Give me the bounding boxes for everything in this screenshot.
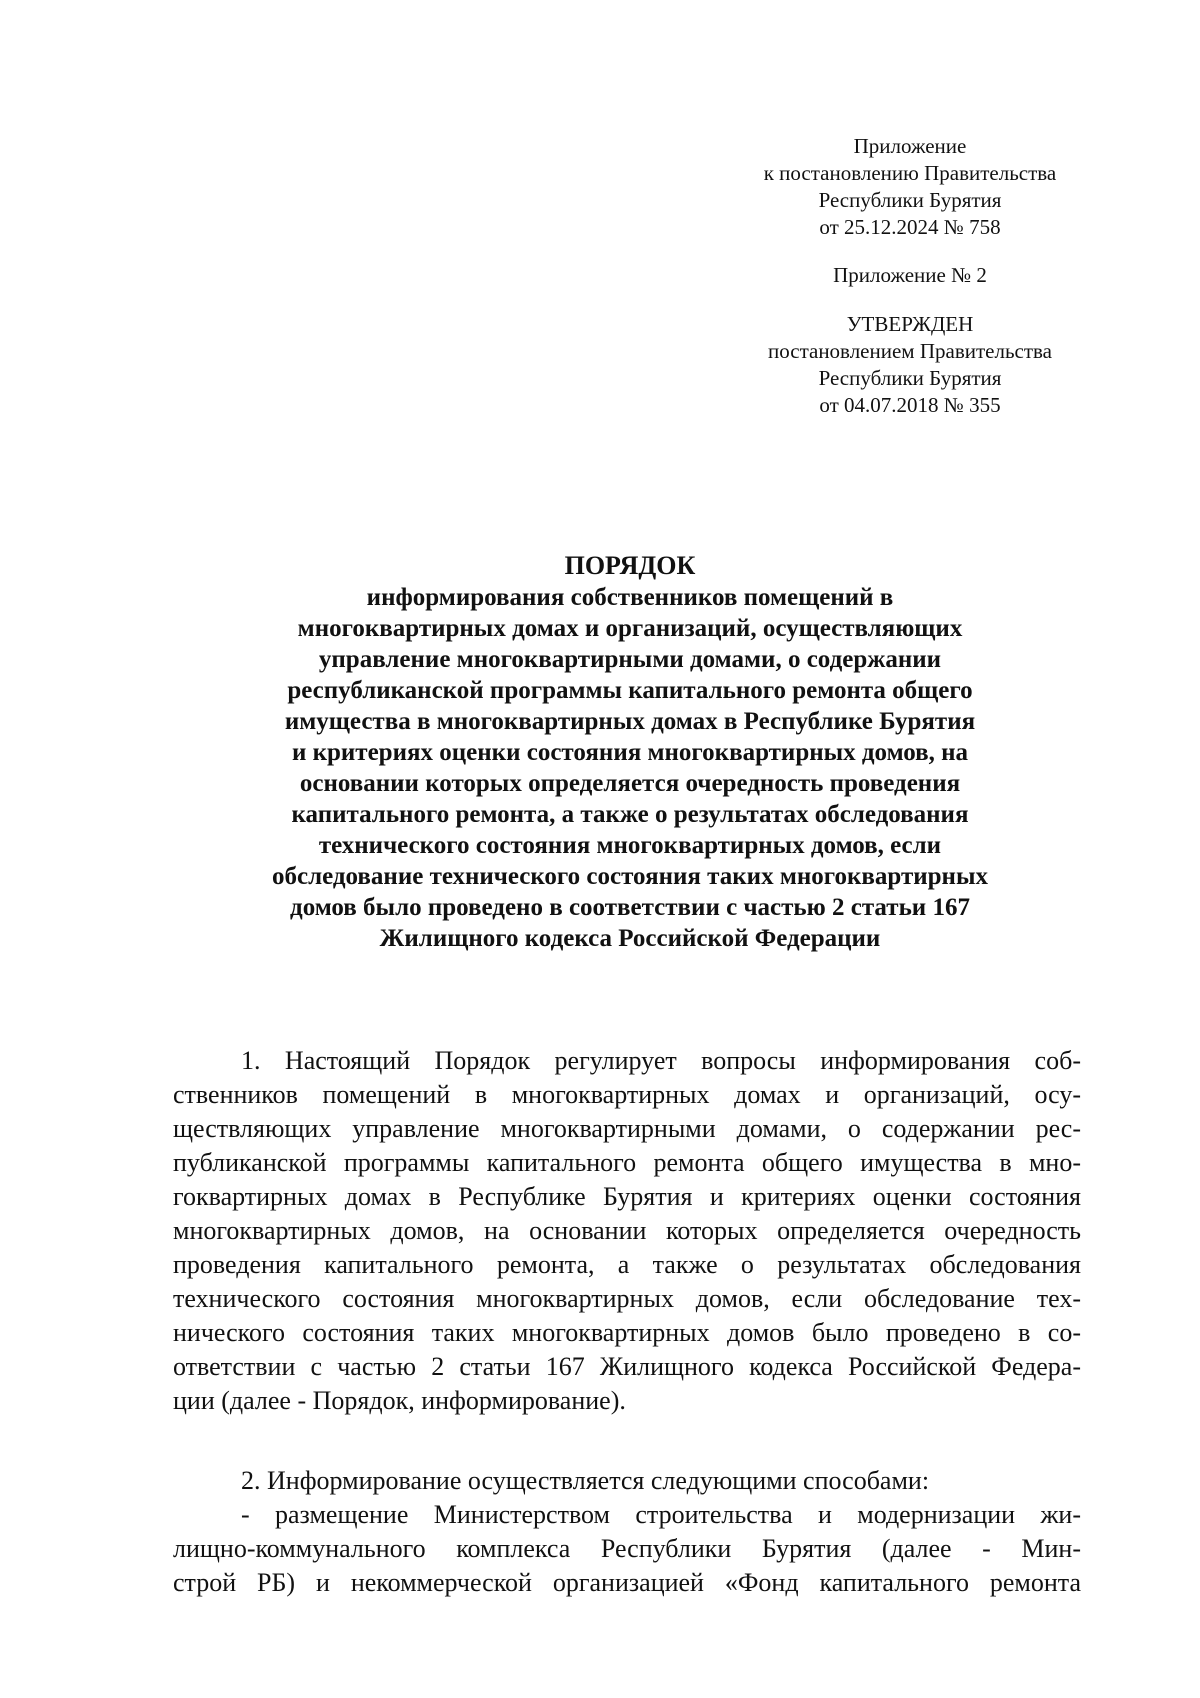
title-line: Жилищного кодекса Российской Федерации — [379, 925, 881, 952]
attachment-line: Республики Бурятия — [818, 188, 1002, 212]
paragraph-line: публиканской программы капитального ремонта общего имущества в мно- — [173, 1148, 1081, 1177]
title-line: имущества в многоквартирных домах в Республике Бурятия — [284, 708, 976, 735]
paragraph-line: проведения капитального ремонта, а также о результатах обследования — [173, 1250, 1081, 1279]
approved-line: УТВЕРЖДЕН — [846, 312, 974, 336]
title-line: капитального ремонта, а также о результатах обследования — [291, 801, 969, 828]
approved-line: от 04.07.2018 № 355 — [819, 393, 1001, 417]
paragraph-line: ции (далее - Порядок, информирование). — [173, 1386, 626, 1415]
title-line: основании которых определяется очередность проведения — [299, 770, 961, 797]
paragraph-line: ственников помещений в многоквартирных домах и организаций, осу- — [173, 1080, 1081, 1109]
title-line: технического состояния многоквартирных домов, если — [318, 832, 942, 859]
title-line: обследование технического состояния таких многоквартирных — [272, 863, 988, 890]
title-line: и критериях оценки состояния многоквартирных домов, на — [291, 739, 969, 766]
title-line: республиканской программы капитального ремонта общего — [287, 677, 973, 704]
title-line: информирования собственников помещений в — [366, 584, 894, 611]
title-line: многоквартирных домах и организаций, осуществляющих — [297, 615, 963, 642]
title-main: ПОРЯДОК — [564, 551, 696, 580]
paragraph-line: гоквартирных домах в Республике Бурятия и критериях оценки состояния — [173, 1182, 1081, 1211]
paragraph-line: 1. Настоящий Порядок регулирует вопросы информирования соб- — [241, 1046, 1081, 1075]
document-title — [150, 550, 1110, 954]
appendix-number-block — [700, 262, 1120, 289]
paragraph-line: строй РБ) и некоммерческой организацией «Фонд капитального ремонта — [173, 1568, 1081, 1597]
attachment-line: к постановлению Правительства — [763, 161, 1057, 185]
approved-line: постановлением Правительства — [767, 339, 1052, 363]
attachment-line: от 25.12.2024 № 758 — [819, 215, 1001, 239]
appendix-number: Приложение № 2 — [833, 263, 987, 287]
approved-header — [700, 311, 1120, 419]
paragraph-line: технического состояния многоквартирных домов, если обследование тех- — [173, 1284, 1081, 1313]
paragraph-line: многоквартирных домов, на основании которых определяется очередность — [173, 1216, 1081, 1245]
title-line: домов было проведено в соответствии с частью 2 статьи 167 — [290, 894, 970, 921]
approved-line: Республики Бурятия — [818, 366, 1002, 390]
paragraph-line: ществляющих управление многоквартирными домами, о содержании рес- — [173, 1114, 1081, 1143]
paragraph-line: 2. Информирование осуществляется следующими способами: — [241, 1466, 930, 1495]
paragraph-line: ответствии с частью 2 статьи 167 Жилищного кодекса Российской Федера- — [173, 1352, 1081, 1381]
paragraph-line: - размещение Министерством строительства и модернизации жи- — [241, 1500, 1081, 1529]
paragraph-line: лищно-коммунального комплекса Республики Бурятия (далее - Мин- — [173, 1534, 1081, 1563]
title-line: управление многоквартирными домами, о содержании — [318, 646, 942, 673]
paragraph-2 — [173, 1464, 1081, 1600]
paragraph-line: нического состояния таких многоквартирных домов было проведено в со- — [173, 1318, 1081, 1347]
attachment-header — [700, 133, 1120, 241]
attachment-line: Приложение — [853, 134, 967, 158]
paragraph-1 — [173, 1044, 1081, 1418]
